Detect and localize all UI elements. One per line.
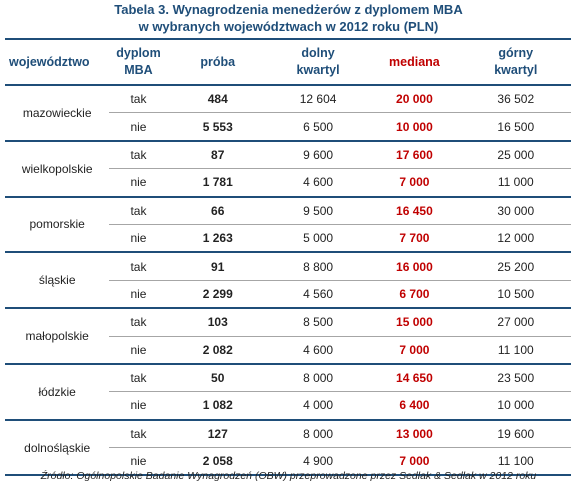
median-cell: 17 600 <box>368 141 460 169</box>
sample-cell: 87 <box>168 141 268 169</box>
table-body <box>5 85 571 475</box>
salary-table <box>5 38 571 476</box>
q3-cell: 36 502 <box>461 85 571 113</box>
table-row <box>5 308 571 336</box>
table-title <box>0 0 577 35</box>
sample-cell: 2 058 <box>168 448 268 476</box>
q1-cell: 8 000 <box>268 364 368 392</box>
header-q1 <box>268 39 368 85</box>
mba-cell: nie <box>109 336 167 364</box>
median-cell: 7 000 <box>368 169 460 197</box>
q3-cell: 30 000 <box>461 197 571 225</box>
sample-cell: 2 082 <box>168 336 268 364</box>
sample-cell: 2 299 <box>168 280 268 308</box>
source-note: Źródło: Ogólnopolskie Badanie Wynagrodzeń (OBW) przeprowadzone przez Sedlak & Sedlak w 2012 roku <box>40 470 537 482</box>
median-cell: 16 450 <box>368 197 460 225</box>
median-cell: 14 650 <box>368 364 460 392</box>
median-cell: 20 000 <box>368 85 460 113</box>
mba-cell: nie <box>109 280 167 308</box>
median-cell: 15 000 <box>368 308 460 336</box>
mba-cell: tak <box>109 364 167 392</box>
header-mba <box>109 39 167 85</box>
q3-cell: 25 000 <box>461 141 571 169</box>
region-name: wielkopolskie <box>5 141 109 197</box>
sample-cell: 1 082 <box>168 392 268 420</box>
sample-cell: 1 263 <box>168 224 268 252</box>
median-cell: 16 000 <box>368 252 460 280</box>
header-row <box>5 39 571 85</box>
q1-cell: 6 500 <box>268 113 368 141</box>
table-row <box>5 197 571 225</box>
sample-cell: 1 781 <box>168 169 268 197</box>
sample-cell: 91 <box>168 252 268 280</box>
median-cell: 10 000 <box>368 113 460 141</box>
table-row <box>5 85 571 113</box>
mba-cell: nie <box>109 224 167 252</box>
q3-cell: 19 600 <box>461 420 571 448</box>
mba-cell: nie <box>109 113 167 141</box>
region-name: śląskie <box>5 252 109 308</box>
mba-cell: tak <box>109 141 167 169</box>
median-cell: 6 400 <box>368 392 460 420</box>
region-name: mazowieckie <box>5 85 109 141</box>
table-row <box>5 364 571 392</box>
q1-cell: 4 000 <box>268 392 368 420</box>
q3-cell: 16 500 <box>461 113 571 141</box>
table-row <box>5 420 571 448</box>
header-sample: próba <box>200 54 236 69</box>
median-cell: 7 000 <box>368 448 460 476</box>
q1-cell: 4 600 <box>268 169 368 197</box>
region-name: małopolskie <box>5 308 109 364</box>
header-mba-line1: dyplom <box>116 46 161 60</box>
q1-cell: 5 000 <box>268 224 368 252</box>
mba-cell: tak <box>109 308 167 336</box>
q1-cell: 8 000 <box>268 420 368 448</box>
sample-cell: 5 553 <box>168 113 268 141</box>
sample-cell: 103 <box>168 308 268 336</box>
q1-cell: 9 500 <box>268 197 368 225</box>
q3-cell: 23 500 <box>461 364 571 392</box>
mba-cell: tak <box>109 85 167 113</box>
q1-cell: 4 900 <box>268 448 368 476</box>
region-name: łódzkie <box>5 364 109 420</box>
header-q1-line1: dolny <box>301 46 335 60</box>
q3-cell: 11 100 <box>461 336 571 364</box>
mba-cell: tak <box>109 420 167 448</box>
title-line-2: w wybranych województwach w 2012 roku (PLN) <box>138 19 439 34</box>
table-row <box>5 252 571 280</box>
median-cell: 7 700 <box>368 224 460 252</box>
mba-cell: tak <box>109 252 167 280</box>
median-cell: 13 000 <box>368 420 460 448</box>
header-q3 <box>461 39 571 85</box>
q1-cell: 4 600 <box>268 336 368 364</box>
sample-cell: 66 <box>168 197 268 225</box>
header-q1-line2: kwartyl <box>296 63 340 77</box>
title-line-1: Tabela 3. Wynagrodzenia menedżerów z dyplomem MBA <box>114 2 463 17</box>
median-cell: 7 000 <box>368 336 460 364</box>
q3-cell: 11 000 <box>461 169 571 197</box>
sample-cell: 484 <box>168 85 268 113</box>
mba-cell: nie <box>109 169 167 197</box>
q3-cell: 11 100 <box>461 448 571 476</box>
q1-cell: 8 500 <box>268 308 368 336</box>
q3-cell: 12 000 <box>461 224 571 252</box>
region-name: pomorskie <box>5 197 109 253</box>
mba-cell: nie <box>109 448 167 476</box>
header-q3-line1: górny <box>498 46 534 60</box>
median-cell: 6 700 <box>368 280 460 308</box>
q3-cell: 10 000 <box>461 392 571 420</box>
table-row <box>5 141 571 169</box>
header-region: województwo <box>9 54 90 69</box>
sample-cell: 127 <box>168 420 268 448</box>
header-q3-line2: kwartyl <box>494 63 538 77</box>
q3-cell: 25 200 <box>461 252 571 280</box>
mba-cell: tak <box>109 197 167 225</box>
sample-cell: 50 <box>168 364 268 392</box>
q3-cell: 27 000 <box>461 308 571 336</box>
q3-cell: 10 500 <box>461 280 571 308</box>
q1-cell: 4 560 <box>268 280 368 308</box>
region-name: dolnośląskie <box>5 420 109 476</box>
header-mba-line2: MBA <box>124 63 153 77</box>
q1-cell: 9 600 <box>268 141 368 169</box>
q1-cell: 8 800 <box>268 252 368 280</box>
header-median: mediana <box>389 54 440 69</box>
q1-cell: 12 604 <box>268 85 368 113</box>
mba-cell: nie <box>109 392 167 420</box>
